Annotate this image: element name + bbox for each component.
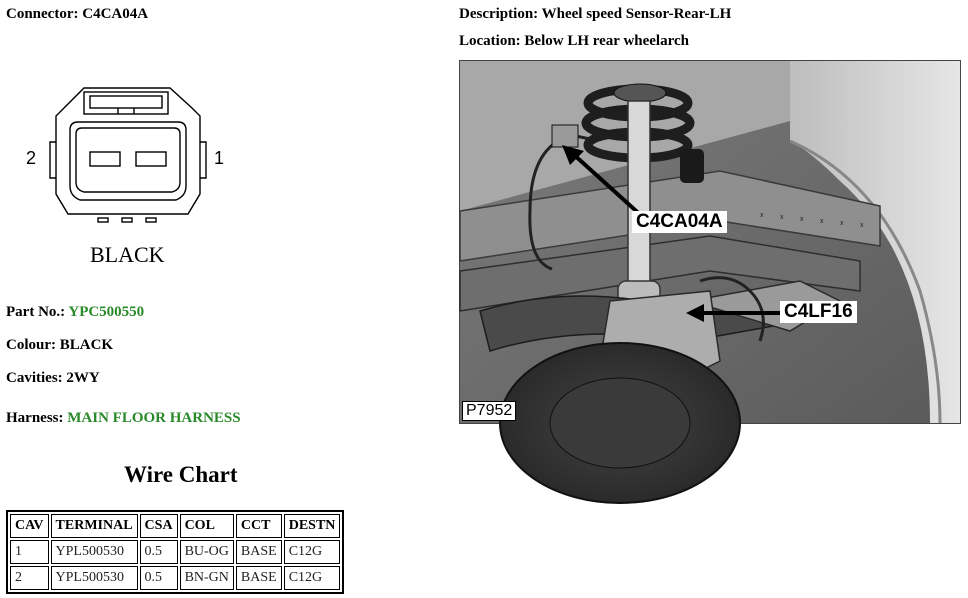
cell-csa: 0.5 — [140, 566, 178, 590]
table-row — [10, 566, 340, 590]
header-csa: CSA — [140, 514, 178, 538]
header-destn: DESTN — [284, 514, 341, 538]
part-no-link[interactable]: YPC500550 — [68, 304, 145, 320]
svg-text:x: x — [860, 222, 864, 229]
description-line — [459, 6, 731, 23]
svg-text:x: x — [780, 214, 784, 221]
colour-label: Colour: — [6, 337, 56, 353]
harness-label: Harness: — [6, 410, 64, 426]
svg-text:x: x — [760, 212, 764, 219]
photo-reference-id: P7952 — [462, 401, 516, 421]
svg-text:x: x — [820, 218, 824, 225]
header-col: COL — [180, 514, 234, 538]
callout-c4lf16: C4LF16 — [780, 301, 857, 323]
location-line — [459, 33, 689, 50]
cell-csa: 0.5 — [140, 540, 178, 564]
cell-cav: 2 — [10, 566, 49, 590]
cavities-value: 2WY — [66, 370, 100, 386]
cell-destn: C12G — [284, 540, 341, 564]
connector-face-diagram — [22, 82, 225, 272]
part-no-line — [6, 304, 144, 321]
cavities-label: Cavities: — [6, 370, 63, 386]
table-header-row — [10, 514, 340, 538]
diagram-color-text: BLACK — [90, 242, 165, 267]
description-label: Description: — [459, 6, 539, 22]
wire-chart-table — [6, 510, 344, 594]
cell-cav: 1 — [10, 540, 49, 564]
colour-value: BLACK — [59, 337, 114, 353]
header-terminal: TERMINAL — [51, 514, 138, 538]
cell-terminal: YPL500530 — [51, 566, 138, 590]
description-value: Wheel speed Sensor-Rear-LH — [541, 6, 732, 22]
cell-cct: BASE — [236, 566, 282, 590]
part-no-label: Part No.: — [6, 304, 66, 320]
svg-text:x: x — [800, 216, 804, 223]
harness-link[interactable]: MAIN FLOOR HARNESS — [67, 410, 241, 426]
location-label: Location: — [459, 33, 521, 49]
table-row — [10, 540, 340, 564]
pin-2-label: 2 — [26, 148, 37, 168]
connector-label: Connector: — [6, 6, 79, 22]
cell-col: BU-OG — [180, 540, 234, 564]
location-value: Below LH rear wheelarch — [524, 33, 689, 49]
cell-cct: BASE — [236, 540, 282, 564]
connector-line — [6, 6, 148, 23]
callout-c4ca04a: C4CA04A — [632, 211, 727, 233]
cell-col: BN-GN — [180, 566, 234, 590]
location-illustration — [459, 60, 961, 424]
harness-line — [6, 410, 241, 427]
suspension-illustration — [460, 61, 960, 423]
cell-destn: C12G — [284, 566, 341, 590]
header-cct: CCT — [236, 514, 282, 538]
svg-text:x: x — [840, 220, 844, 227]
pin-1-label: 1 — [214, 148, 225, 168]
wire-chart-title: Wire Chart — [124, 462, 238, 487]
header-cav: CAV — [10, 514, 49, 538]
cell-terminal: YPL500530 — [51, 540, 138, 564]
connector-value: C4CA04A — [82, 6, 149, 22]
cavities-line — [6, 370, 100, 387]
colour-line — [6, 337, 113, 354]
